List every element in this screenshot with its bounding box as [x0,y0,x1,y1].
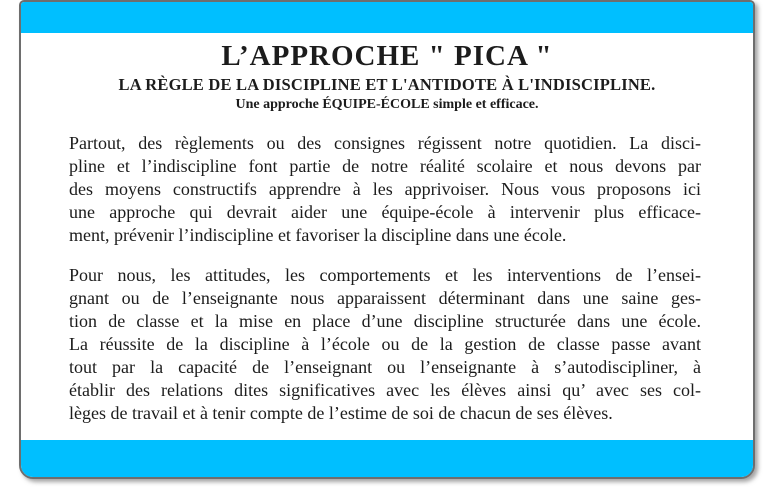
text-line: établir des relations dites significatives avec les élèves ainsi qu’ avec ses col- [69,380,701,400]
document-tagline: Une approche ÉQUIPE-ÉCOLE simple et efficace. [235,97,539,112]
bottom-accent-band [21,440,753,477]
top-accent-band [21,2,753,33]
text-line: Pour nous, les attitudes, les comportements et les interventions de l’ensei- [69,265,701,285]
text-line: tout par la capacité de l’enseignant ou l’enseignante à s’autodiscipliner, à [69,357,701,377]
paragraph-1 [69,132,701,247]
text-line: tion de classe et la mise en place d’une discipline structurée dans une école. [69,311,701,331]
text-line: lèges de travail et à tenir compte de l’estime de soi de chacun de ses élèves. [69,403,613,423]
text-line: des moyens constructifs apprendre à les apprivoiser. Nous vous proposons ici [69,179,701,199]
text-line: gnant ou de l’enseignante nous apparaissent déterminant dans une saine ges- [69,288,701,308]
text-line: une approche qui devrait aider une équipe-école à intervenir plus efficace- [69,202,701,222]
document-title: L’APPROCHE " PICA " [221,40,553,72]
document-body [21,132,753,425]
text-line: pline et l’indiscipline font partie de notre réalité scolaire et nous devons par [69,156,701,176]
text-line: Partout, des règlements ou des consignes régissent notre quotidien. La disci- [69,133,701,153]
document-card [19,0,755,479]
paragraph-2 [69,264,701,425]
document-subtitle: LA RÈGLE DE LA DISCIPLINE ET L'ANTIDOTE À L'INDISCIPLINE. [118,75,656,94]
document-header [21,33,753,113]
text-line: La réussite de la discipline à l’école ou de la gestion de classe passe avant [69,334,701,354]
text-line: ment, prévenir l’indiscipline et favoriser la discipline dans une école. [69,225,567,245]
